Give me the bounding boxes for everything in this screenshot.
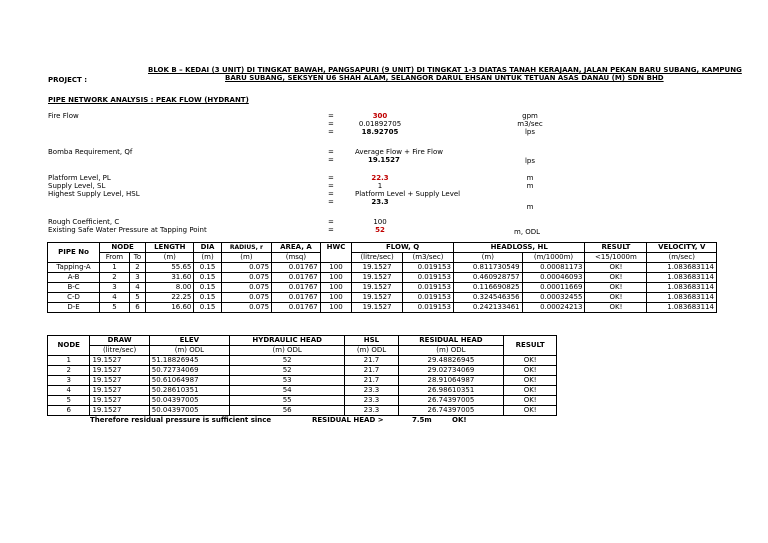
residual-head-label: RESIDUAL HEAD > — [312, 416, 384, 424]
table-cell: 100 — [320, 293, 351, 303]
tap-value: 52 — [375, 226, 385, 234]
conclusion-text: Therefore residual pressure is sufficient since — [90, 416, 272, 424]
col-node: NODE — [100, 243, 146, 253]
table-cell: 0.019153 — [403, 273, 454, 283]
table-cell: 1 — [100, 263, 130, 273]
unit-velocity: (m/sec) — [647, 253, 717, 263]
eq-sign: = — [328, 128, 334, 136]
table-cell: 19.1527 — [90, 406, 149, 416]
project-title-line1: BLOK B – KEDAI (3 UNIT) DI TINGKAT BAWAH, PANGSAPURI (9 UNIT) DI TINGKAT 1-3 DIATAS TANAH KERAJAAN, JALAN PEKAN BARU SUBANG, KAMPUNG — [148, 66, 742, 74]
bomba-label: Bomba Requirement, Qf — [48, 148, 133, 156]
residual-head-value: 7.5m — [412, 416, 432, 424]
table-cell: 0.01767 — [272, 273, 321, 283]
table-cell: 0.019153 — [403, 263, 454, 273]
table-cell: 19.1527 — [352, 283, 403, 293]
table-cell: 1.083683114 — [647, 263, 717, 273]
table-cell: 0.811730549 — [453, 263, 522, 273]
col-flow: FLOW, Q — [352, 243, 454, 253]
project-label: PROJECT : — [48, 76, 88, 84]
c-label: Rough Coefficient, C — [48, 218, 120, 226]
table-cell: 1.083683114 — [647, 283, 717, 293]
table-cell: 4 — [129, 283, 145, 293]
table-cell: 0.01767 — [272, 293, 321, 303]
eq-sign: = — [328, 148, 334, 156]
table-row — [48, 293, 717, 303]
hsl-unit: m — [526, 203, 534, 211]
table-cell: Tapping-A — [48, 263, 100, 273]
eq-sign: = — [328, 120, 334, 128]
c-value: 100 — [373, 218, 387, 226]
table-cell: 1.083683114 — [647, 293, 717, 303]
pl-unit: m — [526, 174, 534, 182]
sl-unit: m — [526, 182, 534, 190]
table-cell: 0.075 — [221, 303, 271, 313]
section-title: PIPE NETWORK ANALYSIS : PEAK FLOW (HYDRANT) — [48, 96, 249, 104]
pipe-table — [47, 242, 717, 313]
table-cell: 0.00081173 — [522, 263, 585, 273]
table-cell: 0.460928757 — [453, 273, 522, 283]
col-area: AREA, A — [272, 243, 321, 253]
table-row — [48, 366, 557, 376]
eq-sign: = — [328, 112, 334, 120]
tap-unit: m, ODL — [514, 228, 541, 236]
hsl-value: 23.3 — [371, 198, 389, 206]
unit-length: (m) — [146, 253, 194, 263]
table-cell: OK! — [585, 273, 647, 283]
unit-flow-lps: (litre/sec) — [352, 253, 403, 263]
eq-sign: = — [328, 226, 334, 234]
unit-radius: (m) — [221, 253, 271, 263]
table-cell: 0.15 — [194, 273, 221, 283]
sl-value: 1 — [377, 182, 383, 190]
table-cell: 50.04397005 — [149, 406, 229, 416]
col-hydraulic-head: HYDRAULIC HEAD — [229, 336, 344, 346]
unit-dia: (m) — [194, 253, 221, 263]
col-to: To — [129, 253, 145, 263]
table-cell: 100 — [320, 283, 351, 293]
table-cell: 0.15 — [194, 293, 221, 303]
table-cell: 0.019153 — [403, 283, 454, 293]
table-cell: 29.02734069 — [398, 366, 504, 376]
table-cell: 19.1527 — [90, 366, 149, 376]
table-cell: 19.1527 — [352, 273, 403, 283]
table-cell: 0.15 — [194, 283, 221, 293]
col-result: RESULT — [585, 243, 647, 253]
unit-lps: lps — [524, 128, 536, 136]
table-row — [48, 396, 557, 406]
unit-hl-m: (m) — [453, 253, 522, 263]
col-hsl: HSL — [345, 336, 398, 346]
col-velocity: VELOCITY, V — [647, 243, 717, 253]
table-cell: 0.01767 — [272, 283, 321, 293]
unit-area: (msq) — [272, 253, 321, 263]
table-cell: 100 — [320, 263, 351, 273]
table-cell: 2 — [129, 263, 145, 273]
eq-sign: = — [328, 198, 334, 206]
status-ok: OK! — [452, 416, 467, 424]
bomba-formula: Average Flow + Fire Flow — [355, 148, 443, 156]
unit-m3: m3/sec — [517, 120, 543, 128]
table-cell: 0.075 — [221, 283, 271, 293]
table-cell: 0.075 — [221, 273, 271, 283]
table-cell: 56 — [229, 406, 344, 416]
table-cell: D-E — [48, 303, 100, 313]
table-cell: OK! — [585, 303, 647, 313]
table-cell: 8.00 — [146, 283, 194, 293]
table-cell: 54 — [229, 386, 344, 396]
table-cell: 19.1527 — [352, 303, 403, 313]
table-row — [48, 386, 557, 396]
table-cell: 0.15 — [194, 303, 221, 313]
eq-sign: = — [328, 218, 334, 226]
table-cell: 51.18826945 — [149, 356, 229, 366]
table-cell: 0.01767 — [272, 263, 321, 273]
table-cell: 19.1527 — [352, 293, 403, 303]
table-cell: OK! — [504, 366, 557, 376]
table-cell: C-D — [48, 293, 100, 303]
table-row — [48, 283, 717, 293]
col-residual-head: RESIDUAL HEAD — [398, 336, 504, 346]
table-cell: 5 — [129, 293, 145, 303]
table-cell: 21.7 — [345, 376, 398, 386]
table-cell: 0.324546356 — [453, 293, 522, 303]
table-cell: 100 — [320, 303, 351, 313]
unit-rh: (m) ODL — [398, 346, 504, 356]
table-cell: 55 — [229, 396, 344, 406]
table-cell: 0.242133461 — [453, 303, 522, 313]
table-cell: 52 — [229, 356, 344, 366]
table-cell: 0.00011669 — [522, 283, 585, 293]
table-cell: 23.3 — [345, 396, 398, 406]
unit-draw: (litre/sec) — [90, 346, 149, 356]
hsl-label: Highest Supply Level, HSL — [48, 190, 140, 198]
pl-value: 22.3 — [371, 174, 389, 182]
table-cell: 22.25 — [146, 293, 194, 303]
table-cell: A-B — [48, 273, 100, 283]
table-cell: 0.116690825 — [453, 283, 522, 293]
table-cell: 3 — [48, 376, 90, 386]
table-cell: 1.083683114 — [647, 273, 717, 283]
table-cell: 4 — [48, 386, 90, 396]
table-cell: 31.60 — [146, 273, 194, 283]
table-cell: 1 — [48, 356, 90, 366]
table-cell: 0.00024213 — [522, 303, 585, 313]
eq-sign: = — [328, 182, 334, 190]
table-row — [48, 273, 717, 283]
table-row — [48, 376, 557, 386]
table-cell: 50.61064987 — [149, 376, 229, 386]
node-table — [47, 335, 557, 416]
table-cell: 0.019153 — [403, 303, 454, 313]
table-cell: OK! — [585, 263, 647, 273]
table-cell: OK! — [504, 406, 557, 416]
table-cell: 5 — [100, 303, 130, 313]
table-cell: 5 — [48, 396, 90, 406]
fire-flow-m3: 0.01892705 — [358, 120, 402, 128]
tap-label: Existing Safe Water Pressure at Tapping Point — [48, 226, 207, 234]
table-cell: 16.60 — [146, 303, 194, 313]
table-cell: 19.1527 — [352, 263, 403, 273]
table-row — [48, 303, 717, 313]
table-cell: 2 — [48, 366, 90, 376]
unit-flow-m3: (m3/sec) — [403, 253, 454, 263]
table-cell: 53 — [229, 376, 344, 386]
table-cell: OK! — [504, 356, 557, 366]
col-length: LENGTH — [146, 243, 194, 253]
table-cell: 50.28610351 — [149, 386, 229, 396]
project-title-line2: BARU SUBANG, SEKSYEN U6 SHAH ALAM, SELANGOR DARUL EHSAN UNTUK TETUAN ASAS DANAU (M) SDN BHD — [225, 74, 664, 82]
table-cell: 26.74397005 — [398, 396, 504, 406]
col-elev: ELEV — [149, 336, 229, 346]
table-cell: 2 — [100, 273, 130, 283]
table-cell: 6 — [48, 406, 90, 416]
table-cell: OK! — [504, 376, 557, 386]
col-node: NODE — [48, 336, 90, 356]
table-cell: 4 — [100, 293, 130, 303]
table-cell: 0.00046093 — [522, 273, 585, 283]
eq-sign: = — [328, 174, 334, 182]
table-cell: 19.1527 — [90, 386, 149, 396]
table-cell: 26.74397005 — [398, 406, 504, 416]
table-cell: 0.01767 — [272, 303, 321, 313]
col-radius: RADIUS, r — [221, 243, 271, 253]
col-hwc: HWC — [320, 243, 351, 263]
eq-sign: = — [328, 190, 334, 198]
bomba-unit: lps — [524, 157, 536, 165]
table-cell: 50.72734069 — [149, 366, 229, 376]
unit-hh: (m) ODL — [229, 346, 344, 356]
col-pipe-no: PIPE No — [48, 243, 100, 263]
col-from: From — [100, 253, 130, 263]
table-cell: 1.083683114 — [647, 303, 717, 313]
unit-hsl: (m) ODL — [345, 346, 398, 356]
table-cell: 21.7 — [345, 356, 398, 366]
fire-flow-label: Fire Flow — [48, 112, 79, 120]
table-cell: 21.7 — [345, 366, 398, 376]
table-cell: 6 — [129, 303, 145, 313]
table-row — [48, 263, 717, 273]
fire-flow-lps: 18.92705 — [361, 128, 399, 136]
table-cell: OK! — [585, 293, 647, 303]
table-cell: B-C — [48, 283, 100, 293]
table-cell: 100 — [320, 273, 351, 283]
table-row — [48, 356, 557, 366]
pl-label: Platform Level, PL — [48, 174, 111, 182]
table-cell: OK! — [504, 396, 557, 406]
col-dia: DIA — [194, 243, 221, 253]
col-draw: DRAW — [90, 336, 149, 346]
sl-label: Supply Level, SL — [48, 182, 106, 190]
table-cell: 0.075 — [221, 263, 271, 273]
table-cell: OK! — [585, 283, 647, 293]
col-result: RESULT — [504, 336, 557, 356]
table-row — [48, 406, 557, 416]
eq-sign: = — [328, 156, 334, 164]
table-cell: 28.91064987 — [398, 376, 504, 386]
table-cell: 0.15 — [194, 263, 221, 273]
col-headloss: HEADLOSS, HL — [453, 243, 584, 253]
table-cell: 19.1527 — [90, 376, 149, 386]
table-cell: OK! — [504, 386, 557, 396]
hsl-formula: Platform Level + Supply Level — [355, 190, 461, 198]
table-cell: 26.98610351 — [398, 386, 504, 396]
bomba-value: 19.1527 — [368, 156, 400, 164]
table-cell: 23.3 — [345, 386, 398, 396]
fire-flow-gpm: 300 — [372, 112, 388, 120]
table-cell: 0.00032455 — [522, 293, 585, 303]
unit-result: <15/1000m — [585, 253, 647, 263]
table-cell: 0.075 — [221, 293, 271, 303]
table-cell: 3 — [100, 283, 130, 293]
unit-elev: (m) ODL — [149, 346, 229, 356]
table-cell: 19.1527 — [90, 396, 149, 406]
table-cell: 50.04397005 — [149, 396, 229, 406]
table-cell: 0.019153 — [403, 293, 454, 303]
table-cell: 55.65 — [146, 263, 194, 273]
table-cell: 23.3 — [345, 406, 398, 416]
table-cell: 52 — [229, 366, 344, 376]
unit-gpm: gpm — [522, 112, 538, 120]
table-cell: 29.48826945 — [398, 356, 504, 366]
table-cell: 3 — [129, 273, 145, 283]
table-cell: 19.1527 — [90, 356, 149, 366]
unit-hl-per-km: (m/1000m) — [522, 253, 585, 263]
